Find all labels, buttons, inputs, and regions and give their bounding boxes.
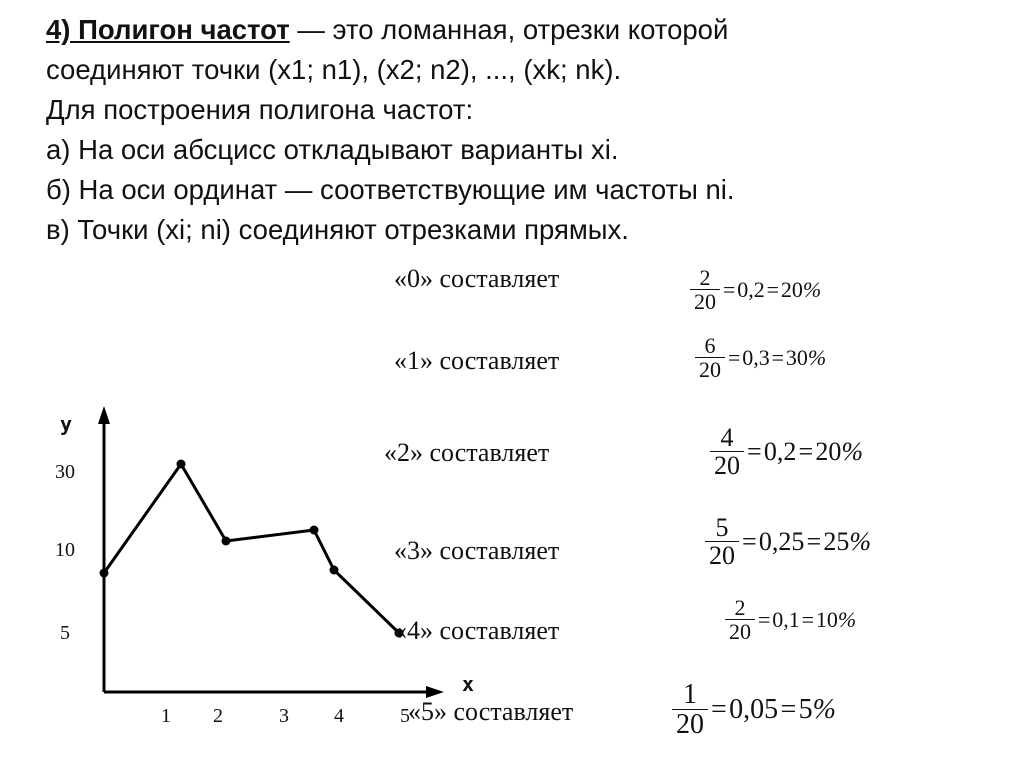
row-label-3: «3» составляет bbox=[394, 536, 560, 565]
y-tick-5: 5 bbox=[60, 622, 70, 644]
fraction bbox=[705, 514, 739, 570]
percent-sign: % bbox=[841, 436, 864, 466]
intro-line-3: Для построения полигона частот: bbox=[46, 94, 474, 125]
polygon-point-0 bbox=[100, 569, 109, 578]
numerator: 1 bbox=[683, 679, 697, 710]
fraction bbox=[695, 334, 725, 381]
formula-1 bbox=[695, 334, 826, 381]
x-tick-3: 3 bbox=[279, 705, 289, 727]
fraction bbox=[710, 424, 744, 480]
intro-line-6: в) Точки (xi; ni) соединяют отрезками прямых. bbox=[46, 214, 629, 245]
denominator: 20 bbox=[672, 709, 708, 739]
denominator: 20 bbox=[725, 619, 755, 643]
y-tick-10: 10 bbox=[55, 539, 75, 561]
expression: = 0,1 = 10% bbox=[758, 606, 857, 632]
formula-5 bbox=[672, 680, 836, 740]
percent-value: 10 bbox=[815, 606, 838, 632]
decimal-value: 0,3 bbox=[742, 344, 770, 370]
denominator: 20 bbox=[705, 541, 739, 569]
percent-sign: % bbox=[802, 276, 822, 302]
denominator: 20 bbox=[690, 289, 720, 313]
intro-line-4: а) На оси абсцисс откладывают варианты xi. bbox=[46, 134, 619, 165]
numerator: 2 bbox=[734, 595, 746, 620]
percent-value: 30 bbox=[785, 344, 808, 370]
percent-sign: % bbox=[812, 693, 836, 725]
decimal-value: 0,2 bbox=[737, 276, 765, 302]
x-tick-5: 5 bbox=[400, 705, 410, 727]
formula-3 bbox=[705, 514, 871, 570]
definition-text: — это ломанная, отрезки которой bbox=[289, 14, 729, 45]
intro-line-5: б) На оси ординат — соответствующие им частоты ni. bbox=[46, 174, 735, 205]
polygon-line bbox=[104, 464, 399, 633]
row-label-4: «4» составляет bbox=[394, 616, 560, 645]
percent-sign: % bbox=[807, 344, 827, 370]
denominator: 20 bbox=[710, 451, 744, 479]
y-tick-30: 30 bbox=[55, 461, 75, 483]
percent-sign: % bbox=[849, 526, 872, 556]
polygon-point-4 bbox=[330, 566, 339, 575]
row-label-0: «0» составляет bbox=[394, 264, 560, 293]
polygon-point-2 bbox=[222, 537, 231, 546]
formula-2 bbox=[710, 424, 863, 480]
row-label-1: «1» составляет bbox=[394, 346, 560, 375]
fraction bbox=[725, 596, 755, 643]
expression: = 0,2 = 20% bbox=[723, 276, 822, 302]
numerator: 5 bbox=[715, 513, 729, 542]
percent-value: 20 bbox=[815, 436, 842, 466]
x-tick-1: 1 bbox=[161, 705, 171, 727]
y-axis-label: y bbox=[60, 412, 73, 436]
x-axis-label: x bbox=[462, 672, 475, 696]
x-tick-2: 2 bbox=[213, 705, 223, 727]
percent-value: 20 bbox=[780, 276, 803, 302]
percent-value: 5 bbox=[798, 693, 813, 725]
decimal-value: 0,1 bbox=[772, 606, 800, 632]
decimal-value: 0,05 bbox=[729, 693, 779, 725]
denominator: 20 bbox=[695, 357, 725, 381]
expression: = 0,25 = 25% bbox=[742, 526, 872, 556]
x-tick-4: 4 bbox=[334, 705, 344, 727]
term-title: 4) Полигон частот bbox=[46, 14, 290, 45]
y-axis bbox=[98, 406, 110, 692]
polygon-point-3 bbox=[310, 526, 319, 535]
fraction bbox=[672, 680, 708, 740]
percent-value: 25 bbox=[823, 526, 850, 556]
numerator: 2 bbox=[699, 265, 711, 290]
x-axis bbox=[104, 686, 444, 698]
percent-sign: % bbox=[837, 606, 857, 632]
decimal-value: 0,2 bbox=[763, 436, 797, 466]
formula-0 bbox=[690, 266, 821, 313]
expression: = 0,3 = 30% bbox=[728, 344, 827, 370]
row-label-2: «2» составляет bbox=[384, 438, 550, 467]
formula-4 bbox=[725, 596, 856, 643]
expression: = 0,2 = 20% bbox=[747, 436, 864, 466]
intro-line-2: соединяют точки (x1; n1), (x2; n2), ..., (xk; nk). bbox=[46, 54, 622, 85]
fraction bbox=[690, 266, 720, 313]
expression: = 0,05 = 5% bbox=[711, 693, 836, 725]
decimal-value: 0,25 bbox=[758, 526, 805, 556]
polygon-point-1 bbox=[177, 460, 186, 469]
row-label-5: «5» составляет bbox=[408, 697, 574, 726]
numerator: 4 bbox=[720, 423, 734, 452]
numerator: 6 bbox=[704, 333, 716, 358]
